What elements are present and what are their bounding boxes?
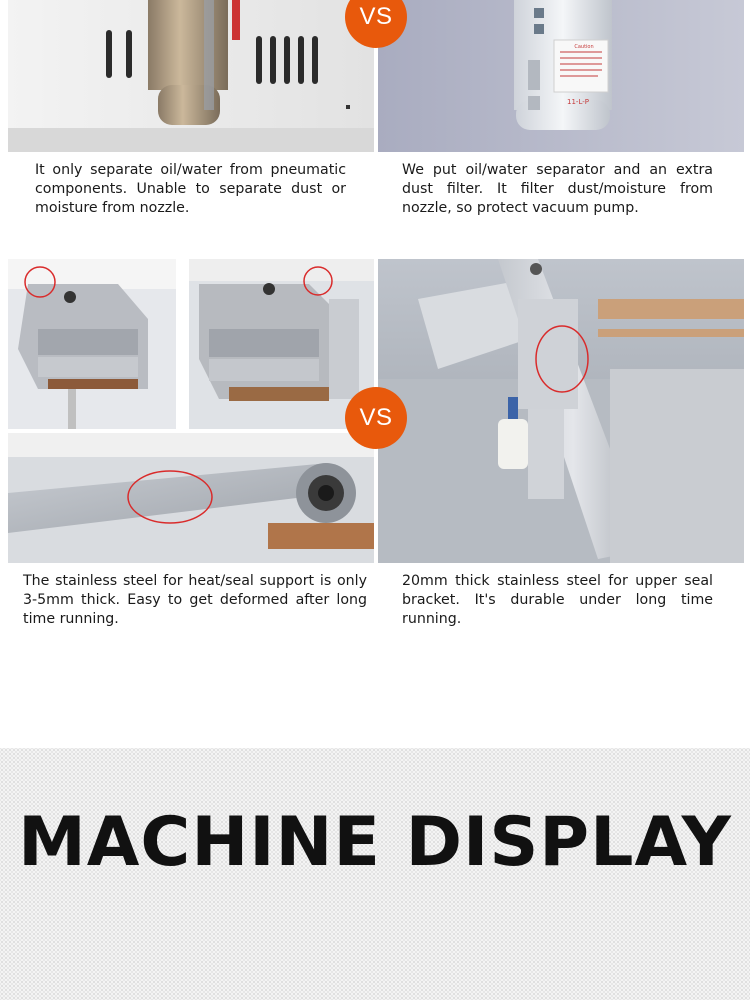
photo-seal-support-2 [189,259,374,429]
photo-oil-separator-basic [8,0,374,152]
vs-badge-bottom: VS [345,387,407,449]
photo-oil-separator-with-filter [378,0,744,152]
photo-seal-support-thin [8,433,374,563]
section-title: MACHINE DISPLAY [18,803,732,882]
caption-bottom-left: The stainless steel for heat/seal support is only 3-5mm thick. Easy to get deformed after long time running. [23,573,367,627]
filter-code-label: 11-L-P [567,98,589,106]
caption-top-left: It only separate oil/water from pneumatic components. Unable to separate dust or moisture from nozzle. [35,162,346,216]
caution-label: Caution [574,44,594,50]
vs-badge-top: VS [345,0,407,48]
photo-seal-support-1 [8,259,176,429]
photo-seal-bracket-thick [378,259,744,563]
caption-top-right: We put oil/water separator and an extra dust filter. It filter dust/moisture from nozzle, so protect vacuum pump. [402,162,713,216]
caption-bottom-right: 20mm thick stainless steel for upper seal bracket. It's durable under long time running. [402,573,713,627]
